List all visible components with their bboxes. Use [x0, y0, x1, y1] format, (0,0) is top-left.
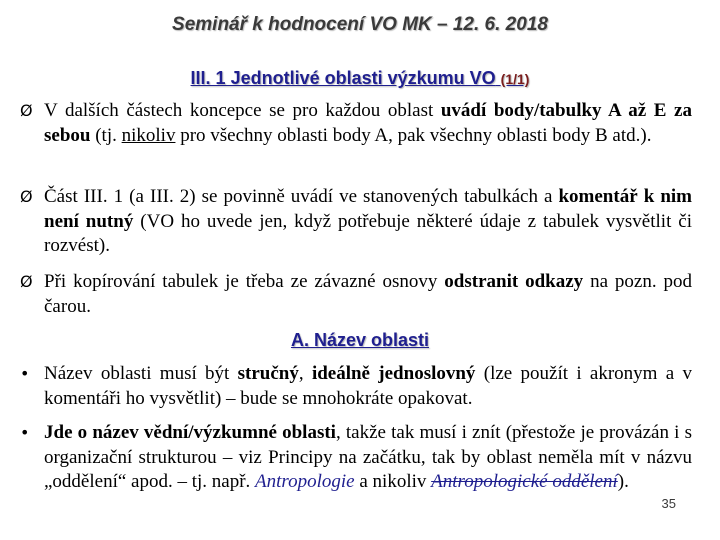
arrow-bullet-icon: Ø	[20, 272, 33, 291]
arrow-item-3	[20, 270, 692, 319]
text-run: (VO ho uvede jen, když potřebuje některé údaje z tabulek vysvětlit či rozvést).	[44, 210, 693, 256]
text-run: ).	[617, 471, 629, 492]
bullet-dot-icon: •	[20, 423, 30, 442]
text-run: , takže tak musí i znít (přestože je provázán i s organizační strukturou – viz Principy na začátku, tak by oblast neměla mít v názvu „oddělení“ apod. – tj. např.	[44, 422, 692, 492]
text-run: ,	[298, 363, 312, 384]
text-run: pro všechny oblasti body A, pak všechny oblasti body B atd.).	[175, 124, 652, 146]
arrow-bullet-icon: Ø	[20, 187, 33, 206]
text-run: Část III. 1 (a III. 2) se povinně uvádí ve stanovených tabulkách a	[44, 186, 559, 207]
slide-title: Seminář k hodnocení VO MK – 12. 6. 2018	[172, 14, 548, 35]
bullet-item-2	[20, 421, 692, 495]
text-run: na pozn. pod čarou.	[44, 271, 692, 317]
text-run: Název oblasti musí být	[44, 363, 238, 384]
bullet-item-1	[20, 362, 692, 411]
page-number: 35	[661, 496, 676, 511]
bullet-dot-icon: •	[20, 364, 30, 383]
bold-text-run: Jde o název vědní/výzkumné oblasti	[44, 422, 336, 443]
arrow-bullet-icon: Ø	[20, 101, 33, 120]
text-run: (lze použít i akronym a v komentáři ho vysvětlit) – bude se mnohokráte opakovat.	[44, 363, 692, 409]
subheading: A. Název oblasti	[290, 330, 430, 350]
text-run: (tj.	[90, 124, 122, 146]
bullet-item-1-text	[44, 362, 692, 411]
section-heading-counter: (1/1)	[500, 71, 530, 87]
arrow-item-1	[20, 99, 692, 148]
arrow-item-3-text	[44, 270, 692, 319]
bold-text-run: uvádí body/tabulky A až E za sebou	[44, 100, 692, 146]
underlined-text-run: nikoliv	[121, 124, 176, 146]
bullet-item-2-text	[44, 421, 692, 495]
section-heading-text: III. 1 Jednotlivé oblasti výzkumu VO	[190, 68, 496, 88]
bold-text-run: ideálně jednoslovný	[311, 363, 476, 384]
arrow-item-2-text	[44, 185, 692, 259]
text-run: Při kopírování tabulek je třeba ze závazné osnovy	[44, 271, 445, 292]
strikethrough-text-run: Antropologické oddělení	[431, 471, 618, 492]
text-run: V dalších částech koncepce se pro každou oblast	[44, 100, 441, 121]
arrow-item-1-text	[44, 99, 692, 148]
bold-text-run: komentář k nim není nutný	[44, 186, 692, 232]
arrow-item-2	[20, 185, 692, 259]
text-run: a nikoliv	[354, 471, 432, 492]
bold-text-run: stručný	[237, 363, 299, 384]
italic-text-run: Antropologie	[255, 471, 355, 492]
bold-text-run: odstranit odkazy	[444, 271, 584, 292]
section-heading	[0, 68, 720, 89]
